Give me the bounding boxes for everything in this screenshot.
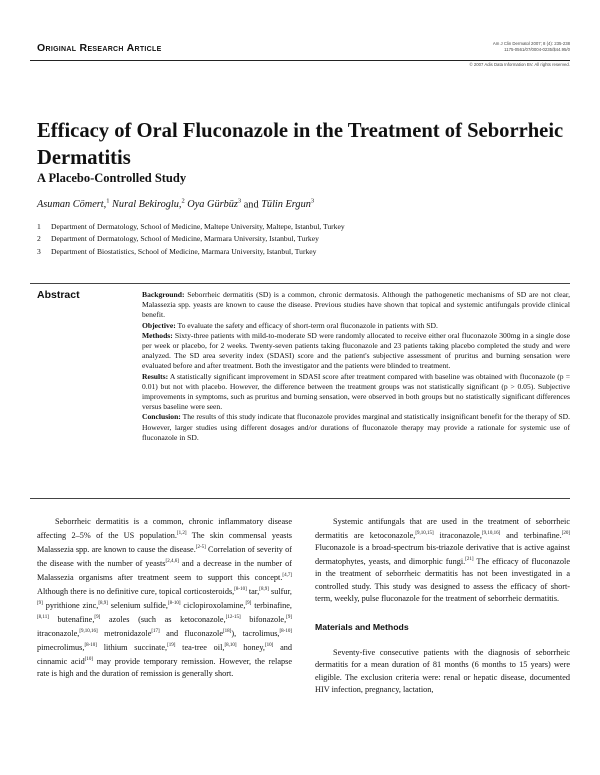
citation-ref: [2-5] [195, 545, 206, 551]
intro-text: ciclopiroxolamine, [180, 600, 246, 610]
intro-text: may provide temporary remission. However, the relapse rate is high and the duration of remission is generally short. [37, 656, 293, 678]
author-list [37, 198, 314, 210]
abstract-conclusion: Conclusion: The results of this study indicate that fluconazole provides marginal and statistically insignificant benefit for the therapy of SD. However, larger studies using different dosages and/or durations of fluconazole therapy may provide a rationale for systemic use of fluconazole in SD. [142, 412, 570, 442]
intro-text: lithium succinate, [96, 642, 168, 652]
intro-text: ), tacrolimus, [231, 628, 280, 638]
intro-text: tar, [246, 586, 260, 596]
affiliation-item: 2 Department of Dermatology, School of Medicine, Marmara University, Istanbul, Turkey [37, 234, 319, 244]
intro-text: azoles (such as ketoconazole, [100, 614, 226, 624]
intro-text: selenium sulfide, [107, 600, 168, 610]
citation-ref: [19] [167, 642, 176, 648]
journal-line-1: Am J Clin Dermatol 2007; 8 (4): 235-238 [492, 41, 570, 46]
abstract-heading: Abstract [37, 289, 80, 301]
systemic-text: itraconazole, [433, 530, 482, 540]
journal-citation [493, 41, 570, 53]
intro-text: sulfur, [268, 586, 292, 596]
abstract-top-divider [30, 283, 570, 284]
citation-ref: [9,10,15] [415, 531, 434, 537]
intro-text: and fluconazole [159, 628, 223, 638]
intro-text: metronidazole [97, 628, 152, 638]
citation-ref: [8-10] [279, 628, 292, 634]
author-1: Asuman Cömert,$^1$ [37, 198, 110, 211]
affiliation-item: 1 Department of Dermatology, School of Medicine, Maltepe University, Maltepe, Istanbul, Turkey [37, 222, 345, 231]
citation-ref: [12-15] [225, 614, 241, 620]
abstract-objective: Objective: To evaluate the safety and efficacy of short-term oral fluconazole in patients with SD. [142, 320, 438, 330]
intro-text: The skin commensal yeasts Malassezia spp. are known to cause the disease. [37, 530, 292, 554]
systemic-text: Systemic antifungals that are used in the treatment of seborrheic dermatitis are ketoconazole, [315, 517, 570, 540]
section-label [37, 42, 162, 54]
methods-heading: Materials and Methods [315, 621, 409, 632]
body-column-left [37, 516, 292, 680]
citation-ref: [17] [151, 628, 160, 634]
citation-ref: [4,7] [282, 573, 292, 579]
citation-ref: [8,9] [98, 600, 108, 606]
citation-ref: [9] [245, 600, 252, 606]
citation-ref: [8,11] [37, 614, 49, 620]
citation-ref: [8-10] [84, 642, 97, 648]
abstract-methods: Methods: Sixty-three patients with mild-to-moderate SD were randomly allocated to receive either oral fluconazole 300mg in a single dose per week or placebo, for 2 weeks. Twenty-seven patients taking fluconazole and 23 patients taking placebo completed the study and were analyzed. The SD area severity index (SDASI) score and the patient's subjective assessment of pruritus and burning sensation were evaluated before and after treatment. Both the investigator and the patients were blinded to treatment. [142, 330, 570, 371]
systemic-text: and terbinafine. [500, 530, 562, 540]
citation-ref: [10] [264, 642, 274, 648]
systemic-antifungals-paragraph [315, 516, 570, 605]
journal-line-2: 1175-0561/07/0004-0235/$44.95/0 [504, 47, 570, 52]
intro-text: terbinafine, [251, 600, 292, 610]
intro-paragraph [37, 516, 292, 680]
citation-ref: [10] [84, 656, 94, 662]
author-2: Nural Bekiroglu,$^2$ [112, 198, 185, 211]
abstract-results: Results: A statistically significant improvement in SDASI score after treatment compared with baseline was obtained with fluconazole (p = 0.01) but not with placebo. However, the difference between the treatment groups was not statistically significant (p > 0.05). Subjective improvements in symptoms, such as pruritus and burning sensation, were observed in both groups but no statistically significant differences versus baseline were seen. [142, 371, 570, 412]
intro-text: bifonazole, [240, 614, 287, 624]
citation-ref: [2,4,6] [165, 559, 179, 565]
body-column-right [315, 516, 570, 696]
intro-text: Correlation of severity of the disease with the number of yeasts [37, 544, 292, 568]
citation-ref: [8,9] [259, 587, 269, 593]
intro-text: pyrithione zinc, [42, 600, 99, 610]
intro-text: itraconazole, [37, 628, 80, 638]
affiliation-item: 3 Department of Biostatistics, School of Medicine, Marmara University, Istanbul, Turkey [37, 246, 317, 256]
citation-ref: [8-10] [168, 600, 181, 606]
header-divider [30, 60, 570, 61]
author-3: Oya Gürbüz$^3$ [187, 198, 242, 211]
citation-ref: [9,10,16] [79, 628, 98, 634]
systemic-text: The efficacy of fluconazole in the treatment of seborrheic dermatitis has not been investigated in a controlled study. This study was designed to assess the efficacy of short-term, weekly, pulse fluconazole for the treatment of seborrheic dermatitis. [315, 557, 570, 603]
citation-ref: [21] [465, 557, 474, 563]
intro-text: Although there is no definitive cure, topical corticosteroids, [37, 586, 235, 596]
affiliation-list [37, 221, 577, 258]
author-4: Tülin Ergun$^3$ [261, 198, 315, 211]
methods-paragraph: Seventy-five consecutive patients with the diagnosis of seborrheic dermatitis for a mean duration of 81 months (6 months to 15 years) were eligible. The exclusion criteria were: renal or hepatic disease, documented HIV infection, pregnancy, lactation, [315, 648, 570, 694]
intro-text: tea-tree oil, [175, 642, 225, 652]
section-label-text: Original Research Article [37, 42, 162, 54]
citation-ref: [9] [37, 600, 43, 606]
intro-text: Seborrheic dermatitis is a common, chronic inflammatory disease affecting 2–5% of the US population. [37, 517, 292, 540]
intro-text: and cinnamic acid [37, 642, 293, 666]
article-subtitle: A Placebo-Controlled Study [37, 171, 187, 185]
citation-ref: [20] [561, 531, 570, 537]
systemic-text: Fluconazole is a broad-spectrum bis-triazole derivative that is active against dermatophytes, yeasts, and dimorphic fungi. [315, 543, 570, 567]
citation-ref: [9] [94, 614, 101, 620]
abstract-bottom-divider [30, 498, 570, 499]
intro-text: and a decrease in the number of Malassezia organisms after treatment seem to support this concept. [37, 558, 292, 582]
citation-ref: [1,2] [176, 531, 187, 537]
abstract-body [142, 290, 570, 443]
intro-text: butenafine, [48, 614, 95, 624]
citation-ref: [8-10] [234, 587, 247, 593]
article-title: Efficacy of Oral Fluconazole in the Treatment of Seborrheic Dermatitis [37, 120, 564, 169]
abstract-background: Background: Seborrheic dermatitis (SD) is a common, chronic dermatosis. Although the pathogenetic mechanisms of SD are not clear, Malassezia spp. yeasts are known to cause the disease. Previous studies have shown that topical and systemic antifungals provide clinical benefit. [142, 290, 570, 320]
citation-ref: [8,10] [224, 642, 237, 648]
author-conjunction: and [243, 199, 259, 211]
copyright-notice: © 2007 Adis Data Information BV. All rights reserved. [469, 62, 570, 67]
citation-ref: [9] [286, 614, 292, 620]
intro-text: honey, [236, 642, 265, 652]
intro-text: pimecrolimus, [37, 642, 85, 652]
citation-ref: [18] [223, 628, 232, 634]
citation-ref: [9,10,16] [481, 531, 501, 537]
